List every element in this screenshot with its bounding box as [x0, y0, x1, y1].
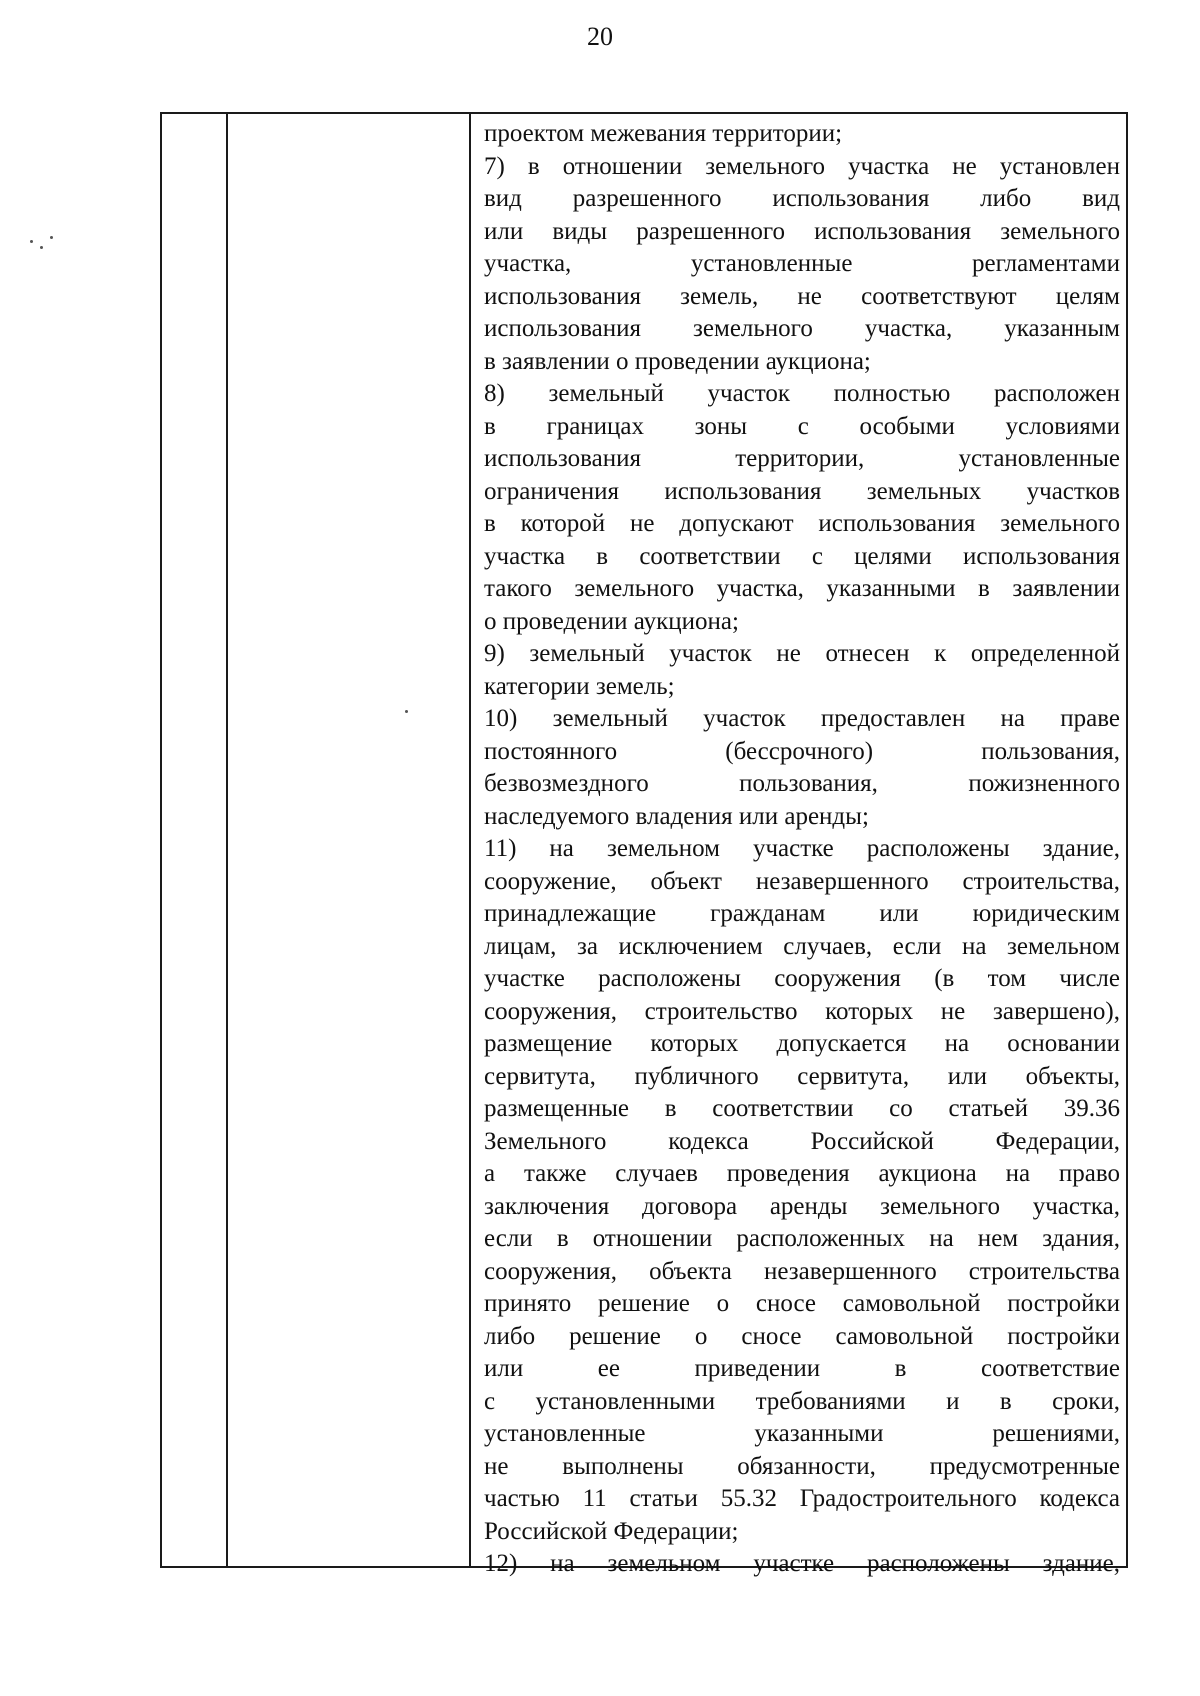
text-line: Земельного кодекса Российской Федерации, [484, 1127, 1120, 1155]
table-frame [160, 112, 1128, 1577]
text-line: сооружение, объект незавершенного строительства, [484, 867, 1120, 895]
text-line: размещение которых допускается на основании [484, 1030, 1120, 1057]
text-line: сооружения, объекта незавершенного строительства [484, 1257, 1120, 1285]
text-line: 9) земельный участок не отнесен к определенной [484, 640, 1120, 667]
text-line: заключения договора аренды земельного участка, [484, 1192, 1120, 1220]
scan-speck [30, 240, 33, 243]
text-line: частью 11 статьи 55.32 Градостроительного кодекса [484, 1485, 1120, 1512]
text-line: или виды разрешенного использования земельного [484, 217, 1120, 245]
text-line: вид разрешенного использования либо вид [484, 185, 1120, 212]
scan-speck [50, 236, 53, 239]
column-divider-1 [226, 114, 228, 1566]
text-line: принадлежащие гражданам или юридическим [484, 900, 1120, 927]
text-line: проектом межевания территории; [484, 120, 843, 147]
text-line: сооружения, строительство которых не завершено), [484, 997, 1120, 1025]
text-line: в которой не допускают использования земельного [484, 510, 1120, 537]
text-line: использования земельного участка, указанным [484, 315, 1120, 342]
text-line: с установленными требованиями и в сроки, [484, 1387, 1120, 1415]
text-line: безвозмездного пользования, пожизненного [484, 770, 1120, 797]
text-line: в границах зоны с особыми условиями [484, 412, 1120, 440]
text-line: участка в соответствии с целями использования [484, 542, 1120, 570]
text-line: или ее приведении в соответствие [484, 1355, 1120, 1382]
table-cell-text [484, 118, 1120, 1581]
text-line: сервитута, публичного сервитута, или объекты, [484, 1062, 1120, 1090]
text-line: принято решение о сносе самовольной постройки [484, 1290, 1120, 1317]
text-line: о проведении аукциона; [484, 607, 739, 635]
text-line: в заявлении о проведении аукциона; [484, 347, 871, 375]
text-line: не выполнены обязанности, предусмотренные [484, 1452, 1120, 1480]
text-line: установленные указанными решениями, [484, 1420, 1120, 1447]
scan-speck [40, 246, 43, 249]
text-line: 12) на земельном участке расположены здание, [484, 1550, 1120, 1577]
text-line: участке расположены сооружения (в том числе [484, 965, 1120, 992]
text-line: 7) в отношении земельного участка не установлен [484, 152, 1120, 180]
text-line: если в отношении расположенных на нем здания, [484, 1225, 1120, 1252]
text-line: а также случаев проведения аукциона на право [484, 1160, 1120, 1187]
text-line: использования территории, установленные [484, 445, 1120, 472]
column-divider-2 [469, 114, 471, 1566]
text-line: наследуемого владения или аренды; [484, 802, 869, 830]
text-line: использования земель, не соответствуют целям [484, 282, 1120, 310]
text-line: размещенные в соответствии со статьей 39.36 [484, 1095, 1120, 1122]
text-line: категории земель; [484, 672, 675, 700]
text-line: такого земельного участка, указанными в заявлении [484, 575, 1120, 602]
text-line: ограничения использования земельных участков [484, 477, 1120, 505]
scan-speck [405, 710, 408, 713]
text-line: 10) земельный участок предоставлен на праве [484, 705, 1120, 732]
text-line: 11) на земельном участке расположены здание, [484, 835, 1120, 862]
text-line: постоянного (бессрочного) пользования, [484, 737, 1120, 765]
page-number: 20 [587, 22, 613, 51]
text-line: Российской Федерации; [484, 1517, 739, 1545]
text-line: участка, установленные регламентами [484, 250, 1120, 277]
text-line: лицам, за исключением случаев, если на земельном [484, 932, 1120, 960]
text-line: 8) земельный участок полностью расположен [484, 380, 1120, 407]
text-line: либо решение о сносе самовольной постройки [484, 1322, 1120, 1350]
